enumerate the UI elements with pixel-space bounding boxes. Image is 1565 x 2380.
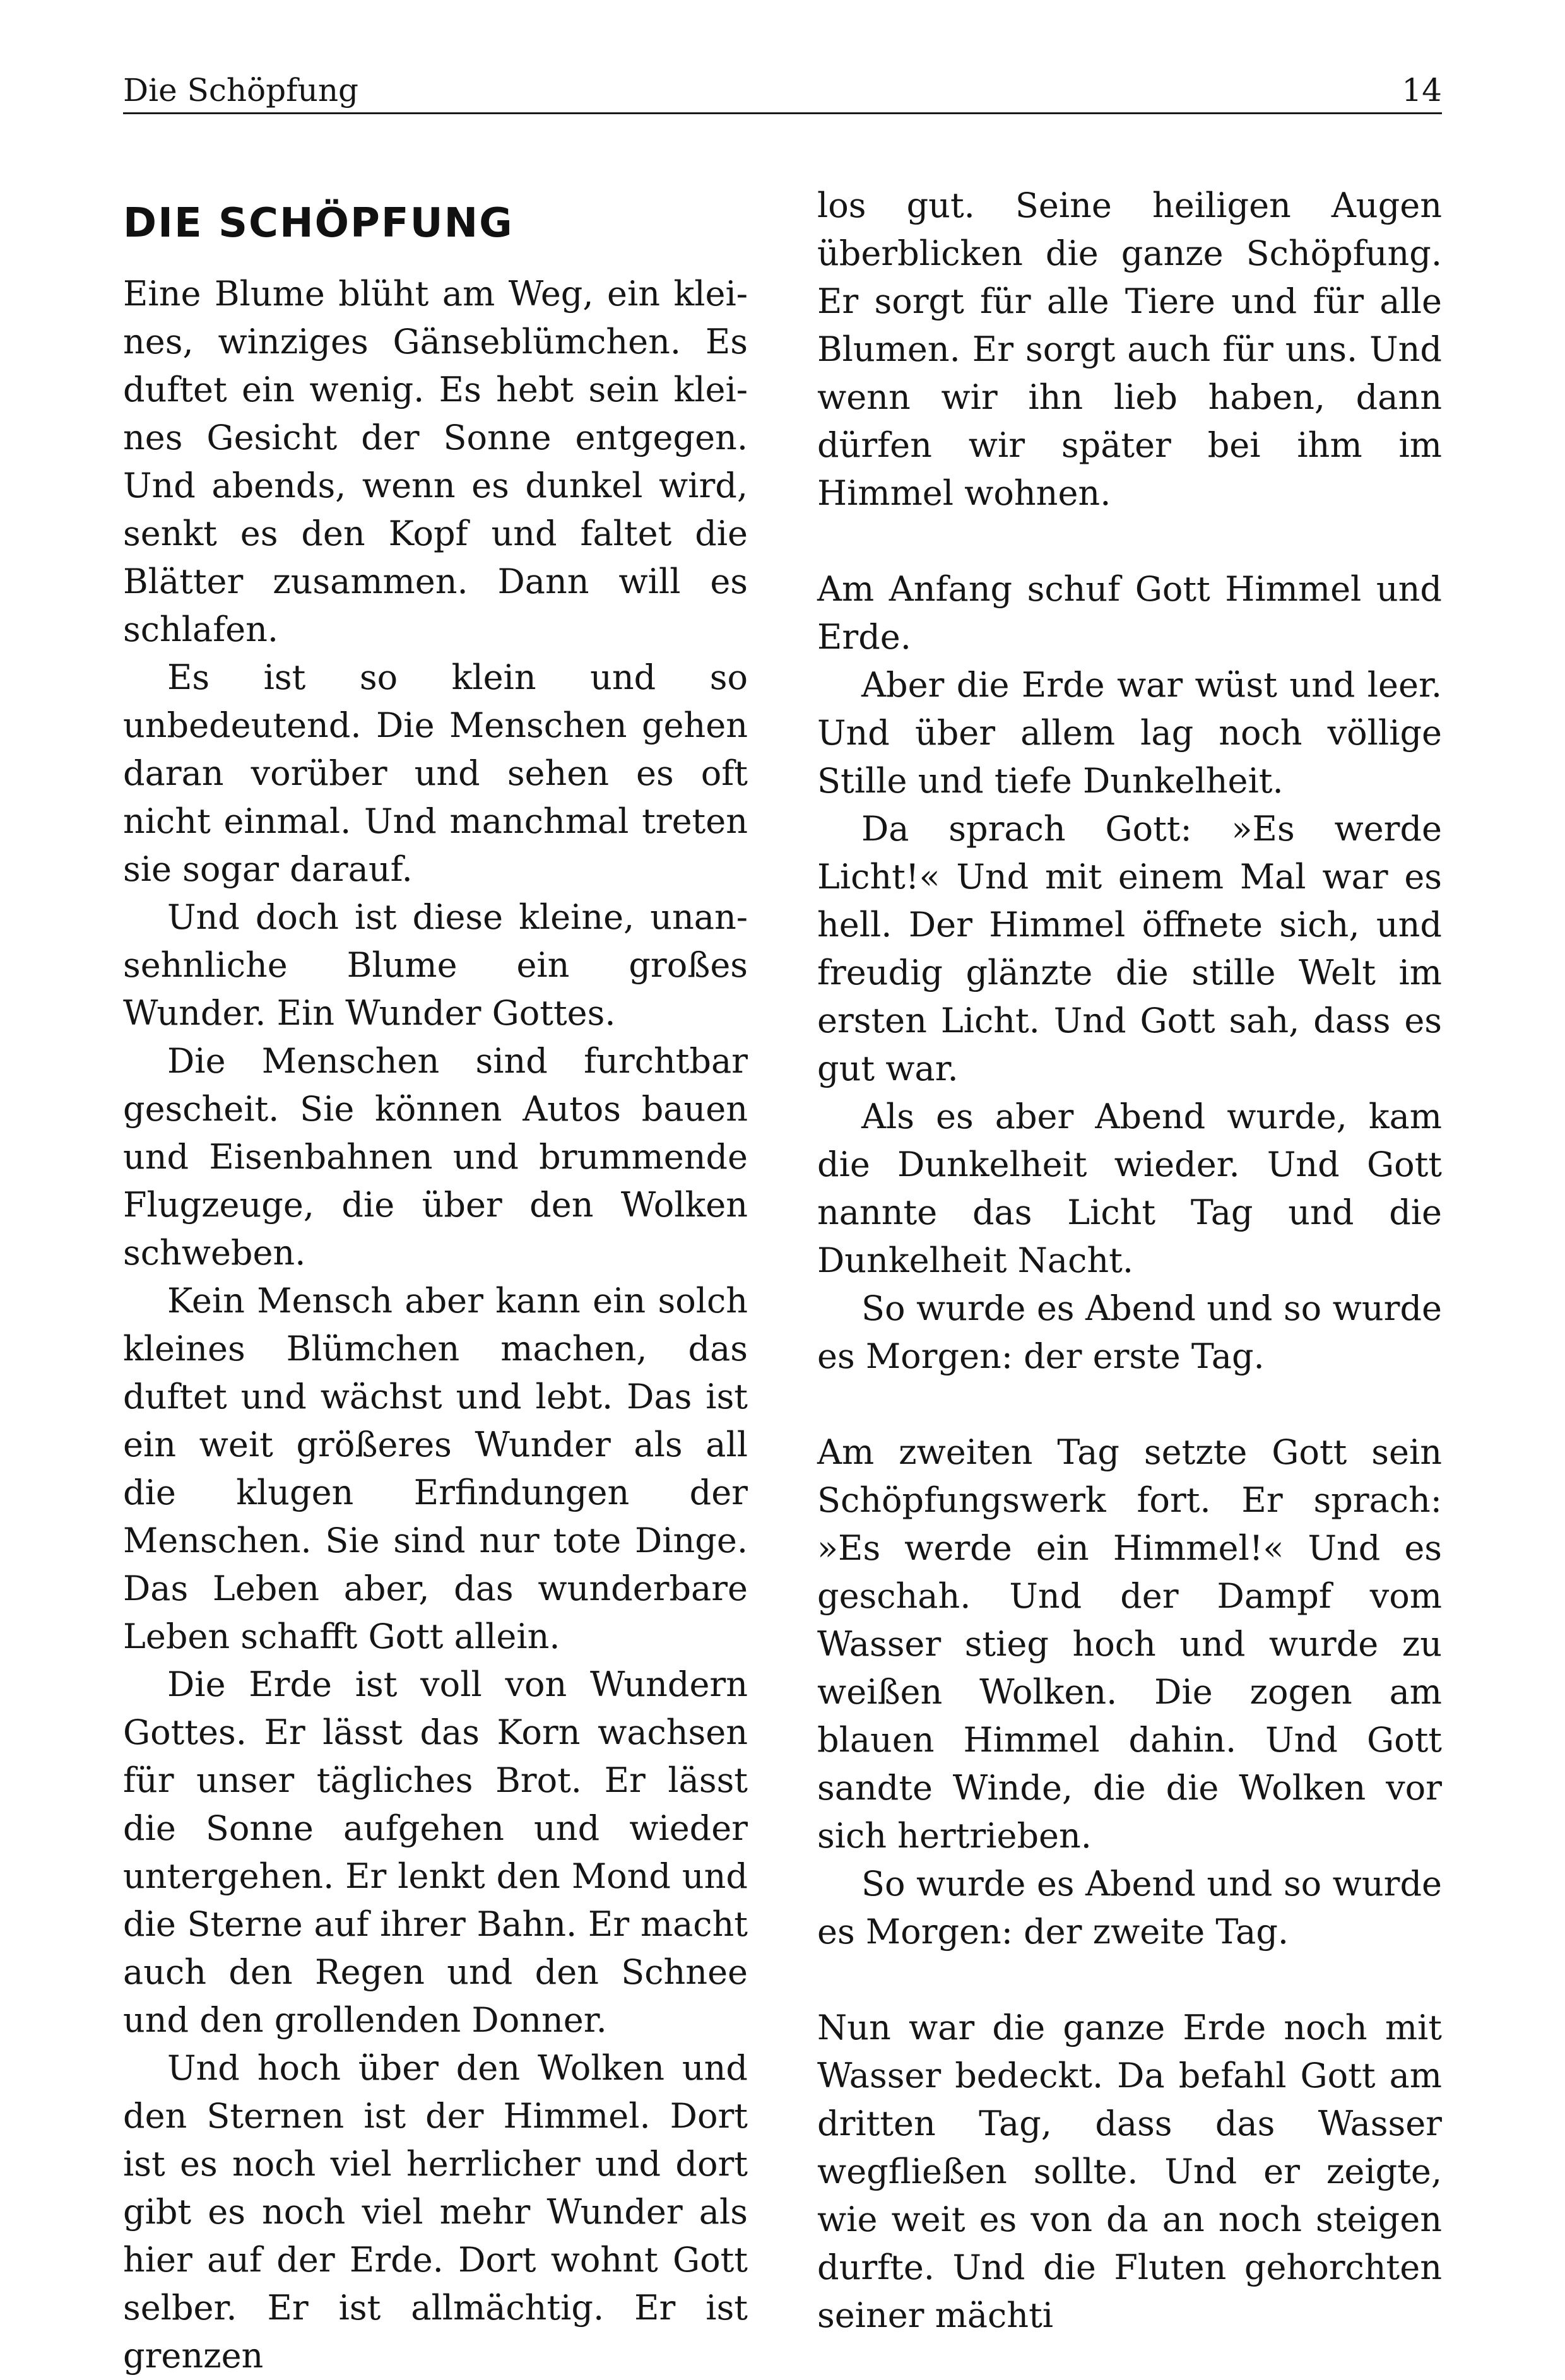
page-number: 14 [1402, 72, 1442, 109]
running-head-title: Die Schöpfung [123, 72, 359, 109]
paragraph: Eine Blume blüht am Weg, ein kleines, winziges Gänseblümchen. Es duftet ein wenig. Es hebt sein kleines Gesicht der Sonne entgegen. Und abends, wenn es dunkel wird, senkt es den Kopf und faltet die Blätter zusammen. Dann will es schlafen. [123, 274, 748, 649]
paragraph: Und doch ist diese kleine, unansehnliche Blume ein großes Wunder. Ein Wunder Gottes. [123, 897, 748, 1033]
paragraph: So wurde es Abend und so wurde es Morgen: der erste Tag. [817, 1288, 1442, 1376]
left-column [123, 183, 748, 2380]
paragraph: Die Menschen sind furchtbar gescheit. Sie können Autos bauen und Eisenbahnen und brummende Flugzeuge, die über den Wolken schweben. [123, 1041, 748, 1273]
paragraph: Kein Mensch aber kann ein solch kleines Blümchen machen, das duftet und wächst und lebt. Das ist ein weit größeres Wunder als all die klugen Erfindungen der Menschen. Sie sind nur tote Dinge. Das Leben aber, das wunderbare Leben schafft Gott allein. [123, 1281, 748, 1656]
paragraph: los gut. Seine heiligen Augen überblicken die ganze Schöpfung. Er sorgt für alle Tiere und für alle Blumen. Er sorgt auch für uns. Und wenn wir ihn lieb haben, dann dürfen wir später bei ihm im Himmel wohnen. [817, 186, 1442, 513]
paragraph: Am Anfang schuf Gott Himmel und Erde. [817, 569, 1442, 657]
running-head [123, 63, 1442, 114]
paragraph: Nun war die ganze Erde noch mit Wasser bedeckt. Da befahl Gott am dritten Tag, dass das Wasser wegfließen sollte. Und er zeigte, wie weit es von da an noch steigen durfte. Und die Fluten gehorchten seiner mächti [817, 2008, 1442, 2335]
paragraph: Es ist so klein und so unbedeutend. Die Menschen gehen daran vorüber und sehen es oft nicht einmal. Und manchmal treten sie sogar darauf. [123, 657, 748, 889]
paragraph: Und hoch über den Wolken und den Sternen ist der Himmel. Dort ist es noch viel herrlicher und dort gibt es noch viel mehr Wunder als hier auf der Erde. Dort wohnt Gott selber. Er ist allmächtig. Er ist grenzen [123, 2048, 748, 2376]
paragraph: Aber die Erde war wüst und leer. Und über allem lag noch völlige Stille und tiefe Dunkelheit. [817, 665, 1442, 801]
chapter-title: DIE SCHÖPFUNG [123, 200, 514, 247]
paragraph: Als es aber Abend wurde, kam die Dunkelheit wieder. Und Gott nannte das Licht Tag und die Dunkelheit Nacht. [817, 1097, 1442, 1280]
paragraph: So wurde es Abend und so wurde es Morgen: der zweite Tag. [817, 1864, 1442, 1952]
paragraph: Am zweiten Tag setzte Gott sein Schöpfungswerk fort. Er sprach: »Es werde ein Himmel!« Und es geschah. Und der Dampf vom Wasser stieg hoch und wurde zu weißen Wolken. Die zogen am blauen Himmel dahin. Und Gott sandte Winde, die die Wolken vor sich hertrieben. [817, 1432, 1442, 1856]
paragraph: Da sprach Gott: »Es werde Licht!« Und mit einem Mal war es hell. Der Himmel öffnete sich, und freudig glänzte die stille Welt im ersten Licht. Und Gott sah, dass es gut war. [817, 809, 1442, 1088]
right-column [817, 182, 1442, 2340]
paragraph: Die Erde ist voll von Wundern Gottes. Er lässt das Korn wachsen für unser tägliches Brot. Er lässt die Sonne aufgehen und wieder untergehen. Er lenkt den Mond und die Sterne auf ihrer Bahn. Er macht auch den Regen und den Schnee und den grollenden Donner. [123, 1664, 748, 2040]
